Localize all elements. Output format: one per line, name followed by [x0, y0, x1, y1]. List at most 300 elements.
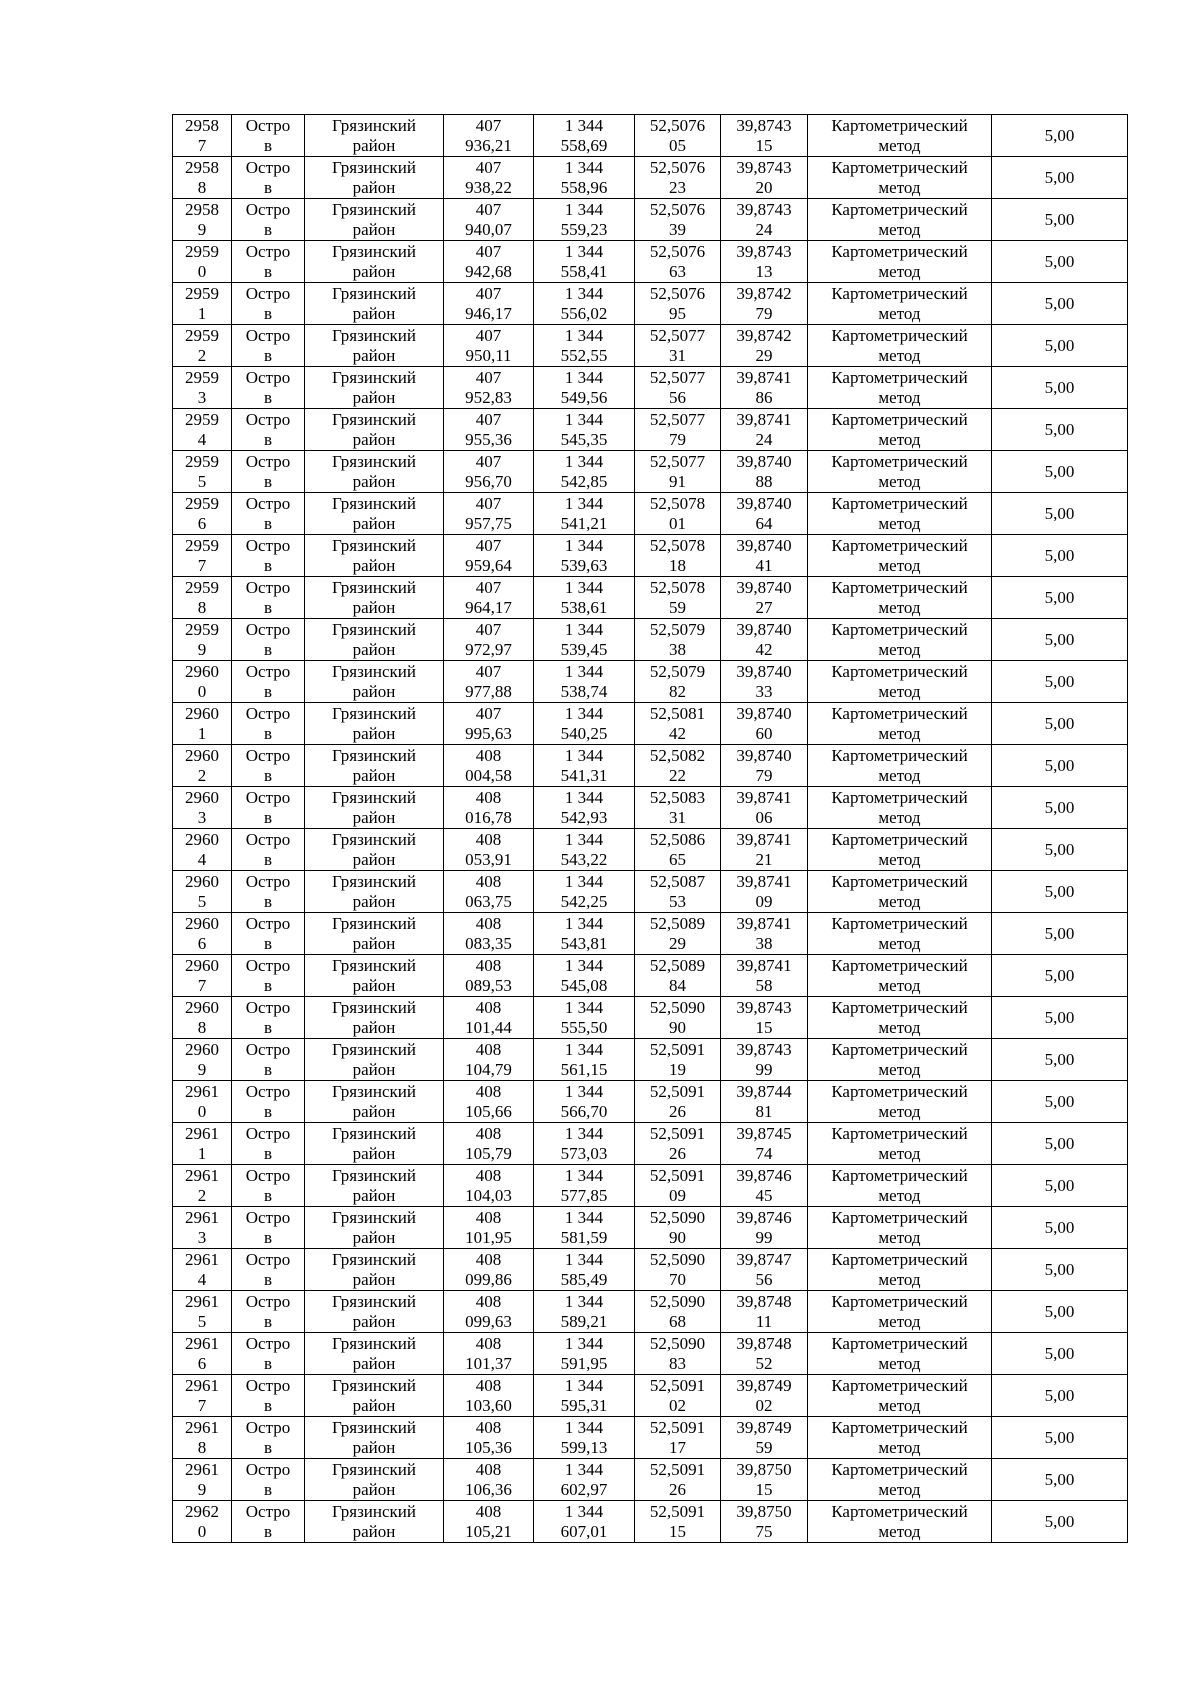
latitude-cell-text: 52,5090 90	[649, 1207, 706, 1247]
accuracy-cell	[992, 1207, 1128, 1249]
object-type-cell-text: Остро в	[245, 535, 291, 575]
district-cell	[305, 1417, 444, 1459]
district-cell	[305, 1501, 444, 1543]
coordinate-x-cell	[444, 1123, 534, 1165]
object-type-cell	[232, 367, 305, 409]
district-cell-text: Грязинский район	[332, 955, 416, 995]
table-row	[173, 1375, 1128, 1417]
method-cell	[808, 1249, 992, 1291]
accuracy-cell	[992, 703, 1128, 745]
coordinate-x-cell-text: 408 101,37	[465, 1333, 512, 1373]
accuracy-cell	[992, 1249, 1128, 1291]
district-cell	[305, 283, 444, 325]
latitude-cell-text: 52,5089 84	[649, 955, 706, 995]
accuracy-cell	[992, 1291, 1128, 1333]
point-number-cell	[173, 1039, 232, 1081]
longitude-cell-text: 39,8740 60	[736, 703, 792, 743]
latitude-cell-text: 52,5090 68	[649, 1291, 706, 1331]
district-cell	[305, 661, 444, 703]
object-type-cell-text: Остро в	[245, 493, 291, 533]
object-type-cell-text: Остро в	[245, 703, 291, 743]
coordinate-y-cell-text: 1 344 558,41	[560, 241, 608, 281]
latitude-cell	[635, 1081, 721, 1123]
latitude-cell	[635, 703, 721, 745]
latitude-cell	[635, 535, 721, 577]
accuracy-cell-text: 5,00	[1044, 1091, 1075, 1111]
district-cell	[305, 451, 444, 493]
table-row	[173, 577, 1128, 619]
district-cell-text: Грязинский район	[332, 1417, 416, 1457]
accuracy-cell-text: 5,00	[1044, 1427, 1075, 1447]
longitude-cell	[721, 745, 808, 787]
method-cell-text: Картометрический метод	[831, 1165, 968, 1205]
accuracy-cell-text: 5,00	[1044, 671, 1075, 691]
latitude-cell-text: 52,5091 09	[649, 1165, 706, 1205]
coordinate-y-cell-text: 1 344 599,13	[560, 1417, 608, 1457]
longitude-cell	[721, 1039, 808, 1081]
coordinate-x-cell	[444, 1375, 534, 1417]
point-number-cell-text: 2958 8	[185, 157, 219, 197]
coordinate-y-cell	[534, 493, 635, 535]
method-cell	[808, 325, 992, 367]
method-cell	[808, 1291, 992, 1333]
longitude-cell	[721, 1291, 808, 1333]
accuracy-cell	[992, 451, 1128, 493]
coordinate-x-cell-text: 408 105,36	[465, 1417, 512, 1457]
object-type-cell	[232, 1459, 305, 1501]
latitude-cell	[635, 1291, 721, 1333]
point-number-cell-text: 2960 8	[185, 997, 219, 1037]
longitude-cell	[721, 535, 808, 577]
object-type-cell-text: Остро в	[245, 1081, 291, 1121]
district-cell-text: Грязинский район	[332, 787, 416, 827]
coordinate-y-cell	[534, 367, 635, 409]
object-type-cell-text: Остро в	[245, 1501, 291, 1541]
point-number-cell	[173, 493, 232, 535]
table-row	[173, 1333, 1128, 1375]
district-cell	[305, 115, 444, 157]
coordinate-y-cell	[534, 1333, 635, 1375]
coordinate-x-cell	[444, 745, 534, 787]
point-number-cell	[173, 367, 232, 409]
longitude-cell	[721, 1249, 808, 1291]
district-cell-text: Грязинский район	[332, 1375, 416, 1415]
district-cell-text: Грязинский район	[332, 493, 416, 533]
accuracy-cell-text: 5,00	[1044, 923, 1075, 943]
coordinate-x-cell-text: 407 955,36	[465, 409, 512, 449]
latitude-cell-text: 52,5090 83	[649, 1333, 706, 1373]
method-cell	[808, 829, 992, 871]
method-cell-text: Картометрический метод	[831, 997, 968, 1037]
point-number-cell	[173, 1375, 232, 1417]
method-cell-text: Картометрический метод	[831, 787, 968, 827]
method-cell-text: Картометрический метод	[831, 367, 968, 407]
table-row	[173, 1459, 1128, 1501]
accuracy-cell-text: 5,00	[1044, 461, 1075, 481]
method-cell	[808, 913, 992, 955]
point-number-cell	[173, 451, 232, 493]
point-number-cell	[173, 241, 232, 283]
longitude-cell	[721, 1165, 808, 1207]
longitude-cell	[721, 283, 808, 325]
longitude-cell-text: 39,8741 06	[736, 787, 792, 827]
district-cell-text: Грязинский район	[332, 241, 416, 281]
latitude-cell	[635, 241, 721, 283]
method-cell	[808, 283, 992, 325]
object-type-cell-text: Остро в	[245, 619, 291, 659]
accuracy-cell	[992, 619, 1128, 661]
point-number-cell-text: 2960 3	[185, 787, 219, 827]
method-cell-text: Картометрический метод	[831, 283, 968, 323]
accuracy-cell	[992, 409, 1128, 451]
point-number-cell	[173, 157, 232, 199]
latitude-cell-text: 52,5077 91	[649, 451, 706, 491]
district-cell	[305, 367, 444, 409]
district-cell-text: Грязинский район	[332, 535, 416, 575]
longitude-cell-text: 39,8745 74	[736, 1123, 792, 1163]
object-type-cell-text: Остро в	[245, 913, 291, 953]
table-row	[173, 535, 1128, 577]
latitude-cell	[635, 1375, 721, 1417]
table-row	[173, 661, 1128, 703]
coordinate-x-cell-text: 407 950,11	[465, 325, 512, 365]
coordinate-y-cell	[534, 283, 635, 325]
point-number-cell	[173, 115, 232, 157]
coordinate-x-cell-text: 407 936,21	[465, 115, 512, 155]
point-number-cell-text: 2961 6	[185, 1333, 219, 1373]
accuracy-cell-text: 5,00	[1044, 335, 1075, 355]
table-row	[173, 871, 1128, 913]
accuracy-cell-text: 5,00	[1044, 1007, 1075, 1027]
object-type-cell-text: Остро в	[245, 1417, 291, 1457]
method-cell	[808, 1081, 992, 1123]
accuracy-cell-text: 5,00	[1044, 419, 1075, 439]
coordinate-x-cell	[444, 829, 534, 871]
district-cell	[305, 787, 444, 829]
latitude-cell-text: 52,5091 15	[649, 1501, 706, 1541]
object-type-cell	[232, 661, 305, 703]
object-type-cell	[232, 241, 305, 283]
coordinate-y-cell-text: 1 344 545,35	[560, 409, 608, 449]
longitude-cell	[721, 829, 808, 871]
longitude-cell	[721, 703, 808, 745]
district-cell-text: Грязинский район	[332, 619, 416, 659]
coordinate-x-cell	[444, 1417, 534, 1459]
coordinate-x-cell	[444, 1333, 534, 1375]
point-number-cell	[173, 1333, 232, 1375]
accuracy-cell-text: 5,00	[1044, 1217, 1075, 1237]
longitude-cell-text: 39,8743 15	[736, 997, 792, 1037]
district-cell-text: Грязинский район	[332, 283, 416, 323]
district-cell	[305, 955, 444, 997]
district-cell	[305, 1123, 444, 1165]
object-type-cell	[232, 451, 305, 493]
latitude-cell-text: 52,5078 18	[649, 535, 706, 575]
coordinate-x-cell-text: 407 952,83	[465, 367, 512, 407]
accuracy-cell	[992, 493, 1128, 535]
point-number-cell-text: 2959 4	[185, 409, 219, 449]
coordinate-x-cell-text: 408 105,66	[465, 1081, 512, 1121]
coordinate-y-cell-text: 1 344 545,08	[560, 955, 608, 995]
object-type-cell-text: Остро в	[245, 1165, 291, 1205]
accuracy-cell	[992, 283, 1128, 325]
coordinate-y-cell-text: 1 344 589,21	[560, 1291, 608, 1331]
table-body	[173, 115, 1128, 1543]
object-type-cell	[232, 115, 305, 157]
district-cell	[305, 1333, 444, 1375]
coordinate-x-cell-text: 408 101,95	[465, 1207, 512, 1247]
accuracy-cell-text: 5,00	[1044, 1301, 1075, 1321]
object-type-cell	[232, 1207, 305, 1249]
coordinate-x-cell	[444, 325, 534, 367]
accuracy-cell	[992, 325, 1128, 367]
accuracy-cell-text: 5,00	[1044, 629, 1075, 649]
coordinate-x-cell-text: 408 099,63	[465, 1291, 512, 1331]
latitude-cell-text: 52,5076 63	[649, 241, 706, 281]
longitude-cell	[721, 493, 808, 535]
table-row	[173, 1123, 1128, 1165]
coordinate-y-cell-text: 1 344 539,63	[560, 535, 608, 575]
coordinate-y-cell-text: 1 344 543,22	[560, 829, 608, 869]
coordinate-y-cell	[534, 829, 635, 871]
object-type-cell-text: Остро в	[245, 325, 291, 365]
district-cell	[305, 1081, 444, 1123]
point-number-cell	[173, 871, 232, 913]
method-cell	[808, 1501, 992, 1543]
longitude-cell	[721, 367, 808, 409]
method-cell	[808, 1459, 992, 1501]
table-row	[173, 787, 1128, 829]
accuracy-cell	[992, 577, 1128, 619]
longitude-cell	[721, 661, 808, 703]
table-row	[173, 913, 1128, 955]
latitude-cell-text: 52,5079 38	[649, 619, 706, 659]
accuracy-cell-text: 5,00	[1044, 1469, 1075, 1489]
coordinate-x-cell-text: 407 972,97	[465, 619, 512, 659]
method-cell-text: Картометрический метод	[831, 619, 968, 659]
method-cell	[808, 787, 992, 829]
coordinate-x-cell	[444, 955, 534, 997]
longitude-cell-text: 39,8743 15	[736, 115, 792, 155]
coordinate-y-cell-text: 1 344 581,59	[560, 1207, 608, 1247]
latitude-cell-text: 52,5078 59	[649, 577, 706, 617]
district-cell-text: Грязинский район	[332, 1039, 416, 1079]
latitude-cell-text: 52,5076 95	[649, 283, 706, 323]
method-cell-text: Картометрический метод	[831, 115, 968, 155]
object-type-cell-text: Остро в	[245, 661, 291, 701]
accuracy-cell	[992, 367, 1128, 409]
district-cell-text: Грязинский район	[332, 1165, 416, 1205]
accuracy-cell	[992, 535, 1128, 577]
object-type-cell-text: Остро в	[245, 1459, 291, 1499]
coordinate-x-cell	[444, 241, 534, 283]
table-row	[173, 1501, 1128, 1543]
latitude-cell	[635, 199, 721, 241]
latitude-cell	[635, 325, 721, 367]
point-number-cell-text: 2962 0	[185, 1501, 219, 1541]
accuracy-cell-text: 5,00	[1044, 1511, 1075, 1531]
point-number-cell	[173, 325, 232, 367]
accuracy-cell-text: 5,00	[1044, 1385, 1075, 1405]
longitude-cell	[721, 577, 808, 619]
object-type-cell	[232, 871, 305, 913]
table-row	[173, 1081, 1128, 1123]
coordinate-x-cell-text: 407 957,75	[465, 493, 512, 533]
method-cell-text: Картометрический метод	[831, 1333, 968, 1373]
point-number-cell-text: 2961 3	[185, 1207, 219, 1247]
coordinate-x-cell-text: 408 099,86	[465, 1249, 512, 1289]
coordinate-y-cell-text: 1 344 539,45	[560, 619, 608, 659]
point-number-cell	[173, 913, 232, 955]
district-cell-text: Грязинский район	[332, 913, 416, 953]
district-cell-text: Грязинский район	[332, 1207, 416, 1247]
point-number-cell	[173, 283, 232, 325]
point-number-cell-text: 2961 9	[185, 1459, 219, 1499]
accuracy-cell-text: 5,00	[1044, 587, 1075, 607]
accuracy-cell-text: 5,00	[1044, 167, 1075, 187]
coordinate-x-cell	[444, 451, 534, 493]
point-number-cell	[173, 829, 232, 871]
point-number-cell-text: 2960 7	[185, 955, 219, 995]
district-cell-text: Грязинский район	[332, 1333, 416, 1373]
coordinate-y-cell-text: 1 344 540,25	[560, 703, 608, 743]
accuracy-cell	[992, 829, 1128, 871]
method-cell	[808, 1165, 992, 1207]
district-cell	[305, 535, 444, 577]
point-number-cell-text: 2961 0	[185, 1081, 219, 1121]
method-cell	[808, 199, 992, 241]
accuracy-cell-text: 5,00	[1044, 1175, 1075, 1195]
coordinate-x-cell	[444, 1081, 534, 1123]
point-number-cell-text: 2959 8	[185, 577, 219, 617]
table-row	[173, 283, 1128, 325]
method-cell	[808, 115, 992, 157]
latitude-cell	[635, 955, 721, 997]
district-cell	[305, 325, 444, 367]
point-number-cell-text: 2959 5	[185, 451, 219, 491]
coordinate-x-cell	[444, 283, 534, 325]
coordinate-x-cell	[444, 1291, 534, 1333]
object-type-cell	[232, 325, 305, 367]
object-type-cell	[232, 493, 305, 535]
longitude-cell-text: 39,8740 41	[736, 535, 792, 575]
latitude-cell	[635, 1501, 721, 1543]
coordinate-x-cell-text: 408 104,03	[465, 1165, 512, 1205]
district-cell	[305, 1249, 444, 1291]
latitude-cell	[635, 367, 721, 409]
method-cell	[808, 241, 992, 283]
longitude-cell	[721, 325, 808, 367]
point-number-cell-text: 2959 7	[185, 535, 219, 575]
latitude-cell	[635, 745, 721, 787]
accuracy-cell	[992, 871, 1128, 913]
coordinate-y-cell	[534, 913, 635, 955]
coordinate-y-cell	[534, 1165, 635, 1207]
coordinate-y-cell-text: 1 344 541,31	[560, 745, 608, 785]
accuracy-cell-text: 5,00	[1044, 545, 1075, 565]
accuracy-cell	[992, 1333, 1128, 1375]
method-cell	[808, 451, 992, 493]
accuracy-cell	[992, 1501, 1128, 1543]
object-type-cell	[232, 409, 305, 451]
method-cell-text: Картометрический метод	[831, 409, 968, 449]
method-cell	[808, 409, 992, 451]
point-number-cell	[173, 1165, 232, 1207]
latitude-cell	[635, 619, 721, 661]
method-cell	[808, 535, 992, 577]
district-cell	[305, 703, 444, 745]
point-number-cell	[173, 745, 232, 787]
coordinate-y-cell	[534, 997, 635, 1039]
accuracy-cell-text: 5,00	[1044, 965, 1075, 985]
point-number-cell-text: 2959 2	[185, 325, 219, 365]
coordinate-y-cell-text: 1 344 542,93	[560, 787, 608, 827]
coordinate-y-cell	[534, 451, 635, 493]
method-cell-text: Картометрический метод	[831, 871, 968, 911]
coordinate-y-cell-text: 1 344 555,50	[560, 997, 608, 1037]
latitude-cell	[635, 409, 721, 451]
longitude-cell	[721, 1459, 808, 1501]
latitude-cell	[635, 1417, 721, 1459]
object-type-cell	[232, 1165, 305, 1207]
latitude-cell	[635, 1459, 721, 1501]
longitude-cell	[721, 157, 808, 199]
table-row	[173, 619, 1128, 661]
latitude-cell	[635, 997, 721, 1039]
coordinate-x-cell	[444, 199, 534, 241]
latitude-cell	[635, 1249, 721, 1291]
coordinate-y-cell	[534, 1123, 635, 1165]
coordinate-y-cell-text: 1 344 542,25	[560, 871, 608, 911]
longitude-cell-text: 39,8740 64	[736, 493, 792, 533]
coordinate-y-cell-text: 1 344 607,01	[560, 1501, 608, 1541]
object-type-cell	[232, 1291, 305, 1333]
coordinate-x-cell-text: 408 016,78	[465, 787, 512, 827]
point-number-cell	[173, 997, 232, 1039]
longitude-cell-text: 39,8747 56	[736, 1249, 792, 1289]
coordinate-x-cell-text: 407 956,70	[465, 451, 512, 491]
method-cell-text: Картометрический метод	[831, 1291, 968, 1331]
latitude-cell	[635, 1123, 721, 1165]
district-cell-text: Грязинский район	[332, 367, 416, 407]
accuracy-cell	[992, 1039, 1128, 1081]
district-cell	[305, 199, 444, 241]
method-cell-text: Картометрический метод	[831, 1039, 968, 1079]
coordinate-y-cell	[534, 703, 635, 745]
method-cell	[808, 745, 992, 787]
accuracy-cell	[992, 1165, 1128, 1207]
point-number-cell	[173, 1417, 232, 1459]
table-row	[173, 1039, 1128, 1081]
coordinate-x-cell-text: 408 004,58	[465, 745, 512, 785]
method-cell-text: Картометрический метод	[831, 1459, 968, 1499]
latitude-cell	[635, 1165, 721, 1207]
coordinate-x-cell	[444, 1039, 534, 1081]
accuracy-cell-text: 5,00	[1044, 503, 1075, 523]
longitude-cell	[721, 1123, 808, 1165]
coordinate-y-cell	[534, 535, 635, 577]
latitude-cell	[635, 157, 721, 199]
coordinate-y-cell-text: 1 344 573,03	[560, 1123, 608, 1163]
longitude-cell	[721, 199, 808, 241]
longitude-cell-text: 39,8748 11	[736, 1291, 792, 1331]
coordinate-x-cell	[444, 913, 534, 955]
longitude-cell-text: 39,8746 45	[736, 1165, 792, 1205]
accuracy-cell-text: 5,00	[1044, 293, 1075, 313]
longitude-cell-text: 39,8743 20	[736, 157, 792, 197]
coordinate-x-cell	[444, 871, 534, 913]
object-type-cell-text: Остро в	[245, 1207, 291, 1247]
